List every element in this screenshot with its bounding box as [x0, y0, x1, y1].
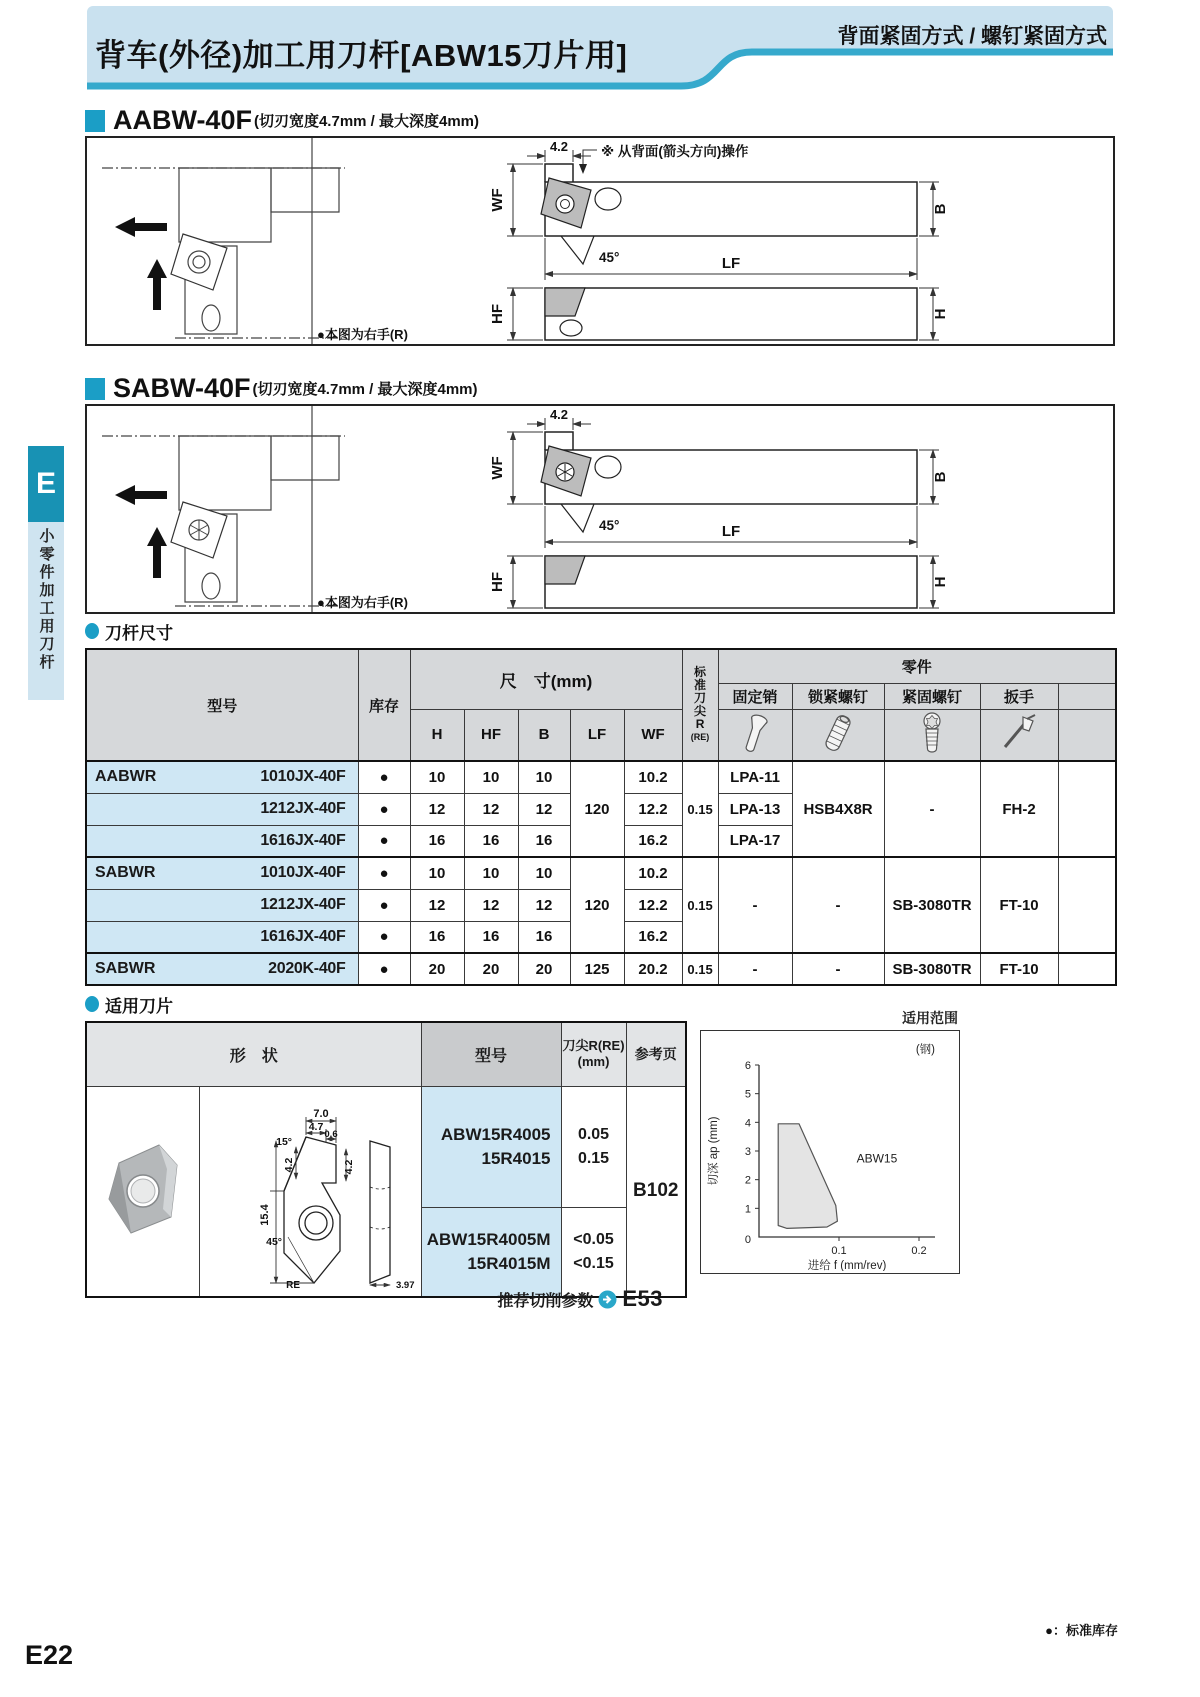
model-cell: AABWR 1010JX-40F — [86, 761, 358, 793]
infeed-arrow-icon — [147, 259, 167, 310]
page-title: 背车(外径)加工用刀杆[ABW15刀片用] — [95, 38, 628, 73]
infeed-arrow-icon — [147, 527, 167, 578]
hand-note: ●本图为右手(R) — [317, 327, 408, 342]
dim-width-label: 4.2 — [549, 139, 569, 154]
section-spec: (切刃宽度4.7mm / 最大深度4mm) — [253, 113, 480, 130]
insert-dim-06: 0.6 — [324, 1128, 338, 1140]
svg-text:4: 4 — [744, 1117, 751, 1130]
svg-text:(钢): (钢) — [915, 1044, 935, 1056]
model-cell: 1212JX-40F — [86, 889, 358, 921]
svg-text:1: 1 — [744, 1203, 751, 1216]
section-heading-sabw — [85, 366, 478, 403]
fixing-pin-icon — [718, 709, 792, 761]
diagram-box-sabw — [85, 404, 1115, 614]
col-header-ref-page: 参考页 — [626, 1022, 686, 1086]
application-range-chart — [700, 1030, 960, 1274]
col-header-wf: WF — [624, 709, 682, 761]
holder-row: 1212JX-40F ● 12 12 12 12.2 — [86, 889, 1116, 921]
stock-dot: ● — [358, 761, 410, 793]
section-name: AABW-40F — [113, 105, 252, 135]
insert-dim-45deg: 45° — [266, 1235, 282, 1248]
holder-row: SABWR 1010JX-40F ● 10 10 10 120 10.2 0.15 - - SB-3080TR FT-10 — [86, 857, 1116, 889]
dim-width-label: 4.2 — [549, 407, 569, 422]
col-header-wrench: 扳手 — [980, 683, 1058, 709]
turning-schematic — [102, 168, 345, 338]
model-cell: 1212JX-40F — [86, 793, 358, 825]
col-header-lf: LF — [570, 709, 624, 761]
svg-text:0: 0 — [744, 1234, 751, 1246]
dim-lf-label: LF — [721, 523, 741, 540]
section-bullet-icon — [85, 378, 105, 400]
chapter-vertical-label: 小零件加工用刀杆 — [28, 522, 64, 700]
stock-dot: ● — [358, 921, 410, 953]
holder-row: SABWR 2020K-40F ● 20 20 20 125 20.2 0.15 - - SB-3080TR FT-10 — [86, 953, 1116, 985]
feed-arrow-icon — [115, 485, 167, 505]
col-header-hf: HF — [464, 709, 518, 761]
svg-text:0.2: 0.2 — [911, 1245, 927, 1257]
blank-cell — [1058, 953, 1116, 985]
chapter-tab-letter: E — [35, 467, 56, 500]
dim-h-label: H — [932, 308, 949, 320]
section-bullet-icon — [85, 110, 105, 132]
section-name: SABW-40F — [113, 373, 251, 403]
lock-screw-icon — [792, 709, 884, 761]
stock-dot: ● — [358, 857, 410, 889]
col-header-blank — [1058, 683, 1116, 709]
svg-text:进给 f (mm/rev): 进给 f (mm/rev) — [807, 1260, 887, 1271]
applicable-inserts-table — [85, 1021, 687, 1298]
insert-dim-42-left: 4.2 — [283, 1157, 295, 1172]
insert-dim-397: 3.97 — [396, 1279, 415, 1291]
aabw-technical-drawing — [87, 138, 1113, 344]
dim-wf-label: WF — [489, 456, 506, 480]
sabw-technical-drawing — [87, 406, 1113, 612]
holder-side-views — [541, 432, 917, 608]
holder-row: 1212JX-40F ● 12 12 12 12.2 LPA-13 — [86, 793, 1116, 825]
wrench-icon — [980, 709, 1058, 761]
cutting-params-note: 推荐切削参数 E53 — [497, 1286, 663, 1311]
feed-arrow-icon — [115, 217, 167, 237]
col-header-lock-screw: 锁紧螺钉 — [792, 683, 884, 709]
section-spec: (切刃宽度4.7mm / 最大深度4mm) — [252, 381, 478, 398]
holder-side-views — [541, 164, 917, 340]
stock-dot: ● — [358, 793, 410, 825]
col-header-fastening-screw: 紧固螺钉 — [884, 683, 980, 709]
col-header-insert-model: 型号 — [421, 1022, 561, 1086]
insert-dim-re: RE — [286, 1279, 300, 1291]
insert-model-cell: ABW15R4005M 15R4015M — [421, 1208, 561, 1297]
svg-text:2: 2 — [744, 1174, 751, 1187]
cutting-params-page-ref: E53 — [622, 1286, 663, 1311]
dim-hf-label: HF — [489, 572, 506, 592]
page-header-banner — [85, 6, 1115, 96]
insert-dim-154: 15.4 — [259, 1203, 271, 1226]
svg-text:6: 6 — [744, 1060, 751, 1072]
page-number: E22 — [25, 1640, 74, 1670]
dim-b-label: B — [932, 203, 949, 215]
model-cell: 1616JX-40F — [86, 825, 358, 857]
dim-wf-label: WF — [489, 188, 506, 212]
insert-dim-47: 4.7 — [308, 1120, 324, 1133]
operation-note: ※ 从背面(箭头方向)操作 — [601, 144, 749, 159]
svg-text:ABW15: ABW15 — [856, 1151, 898, 1166]
range-chart-svg — [701, 1031, 959, 1271]
insert-r-cell: <0.05 <0.15 — [561, 1208, 626, 1297]
stock-dot: ● — [358, 825, 410, 857]
col-header-h: H — [410, 709, 464, 761]
mounting-type-note: 背面紧固方式 / 螺钉紧固方式 — [837, 25, 1107, 48]
col-header-tip-r: 刀尖R(RE) (mm) — [561, 1022, 626, 1086]
dim-lf-label: LF — [721, 255, 741, 272]
model-cell: SABWR 2020K-40F — [86, 953, 358, 985]
col-header-pin: 固定销 — [718, 683, 792, 709]
dim-b-label: B — [932, 471, 949, 483]
svg-text:5: 5 — [744, 1088, 751, 1101]
fastening-screw-icon — [884, 709, 980, 761]
insert-drawing-svg — [200, 1087, 420, 1291]
insert-dim-15deg: 15° — [276, 1135, 292, 1148]
stock-dot: ● — [358, 889, 410, 921]
model-cell: SABWR 1010JX-40F — [86, 857, 358, 889]
dim-angle-label: 45° — [599, 250, 620, 265]
stock-legend: ●：标准库存 — [1045, 1623, 1118, 1638]
col-header-dimensions: 尺 寸(mm) — [410, 649, 682, 709]
section-heading-aabw — [85, 98, 480, 135]
insert-dim-42-right: 4.2 — [343, 1159, 355, 1174]
blank-cell — [1058, 761, 1116, 857]
insert-dimension-drawing — [199, 1086, 421, 1297]
turning-schematic — [102, 436, 345, 606]
insert-heading: 适用刀片 — [85, 993, 173, 1015]
insert-row — [86, 1086, 686, 1208]
insert-dim-70: 7.0 — [313, 1107, 329, 1120]
col-header-model: 型号 — [86, 649, 358, 761]
diagram-box-aabw — [85, 136, 1115, 346]
blank-part-cell — [1058, 709, 1116, 761]
col-header-shape: 形 状 — [86, 1022, 421, 1086]
dim-angle-label: 45° — [599, 518, 620, 533]
insert-model-cell: ABW15R4005 15R4015 — [421, 1086, 561, 1208]
holder-row: AABWR 1010JX-40F ● 10 10 10 120 10.2 0.15 LPA-11 HSB4X8R - FH-2 — [86, 761, 1116, 793]
page-link-icon — [598, 1290, 617, 1309]
hand-note: ●本图为右手(R) — [317, 595, 408, 610]
reference-page: B102 — [626, 1086, 686, 1297]
dim-h-label: H — [932, 576, 949, 588]
insert-r-cell: 0.05 0.15 — [561, 1086, 626, 1208]
svg-text:3: 3 — [744, 1146, 751, 1158]
blank-cell — [1058, 857, 1116, 953]
chart-title: 适用范围 — [902, 1010, 958, 1026]
holder-dimensions-table — [85, 648, 1117, 986]
heading-bullet-icon — [85, 996, 99, 1012]
holder-row: 1616JX-40F ● 16 16 16 16.2 LPA-17 — [86, 825, 1116, 857]
col-header-stock: 库存 — [358, 649, 410, 761]
stock-dot: ● — [358, 953, 410, 985]
col-header-parts: 零件 — [718, 649, 1116, 683]
dim-hf-label: HF — [489, 304, 506, 324]
svg-text:0.1: 0.1 — [831, 1245, 847, 1257]
col-header-b: B — [518, 709, 570, 761]
col-header-tip-radius: 标 准 刀 尖 R (RE) — [682, 649, 718, 761]
insert-photo — [86, 1086, 199, 1297]
holder-row: 1616JX-40F ● 16 16 16 16.2 — [86, 921, 1116, 953]
heading-bullet-icon — [85, 623, 99, 639]
svg-text:切深 ap (mm): 切深 ap (mm) — [708, 1116, 720, 1186]
model-cell: 1616JX-40F — [86, 921, 358, 953]
chapter-tab — [28, 446, 64, 522]
holder-dim-heading: 刀杆尺寸 — [85, 620, 173, 642]
